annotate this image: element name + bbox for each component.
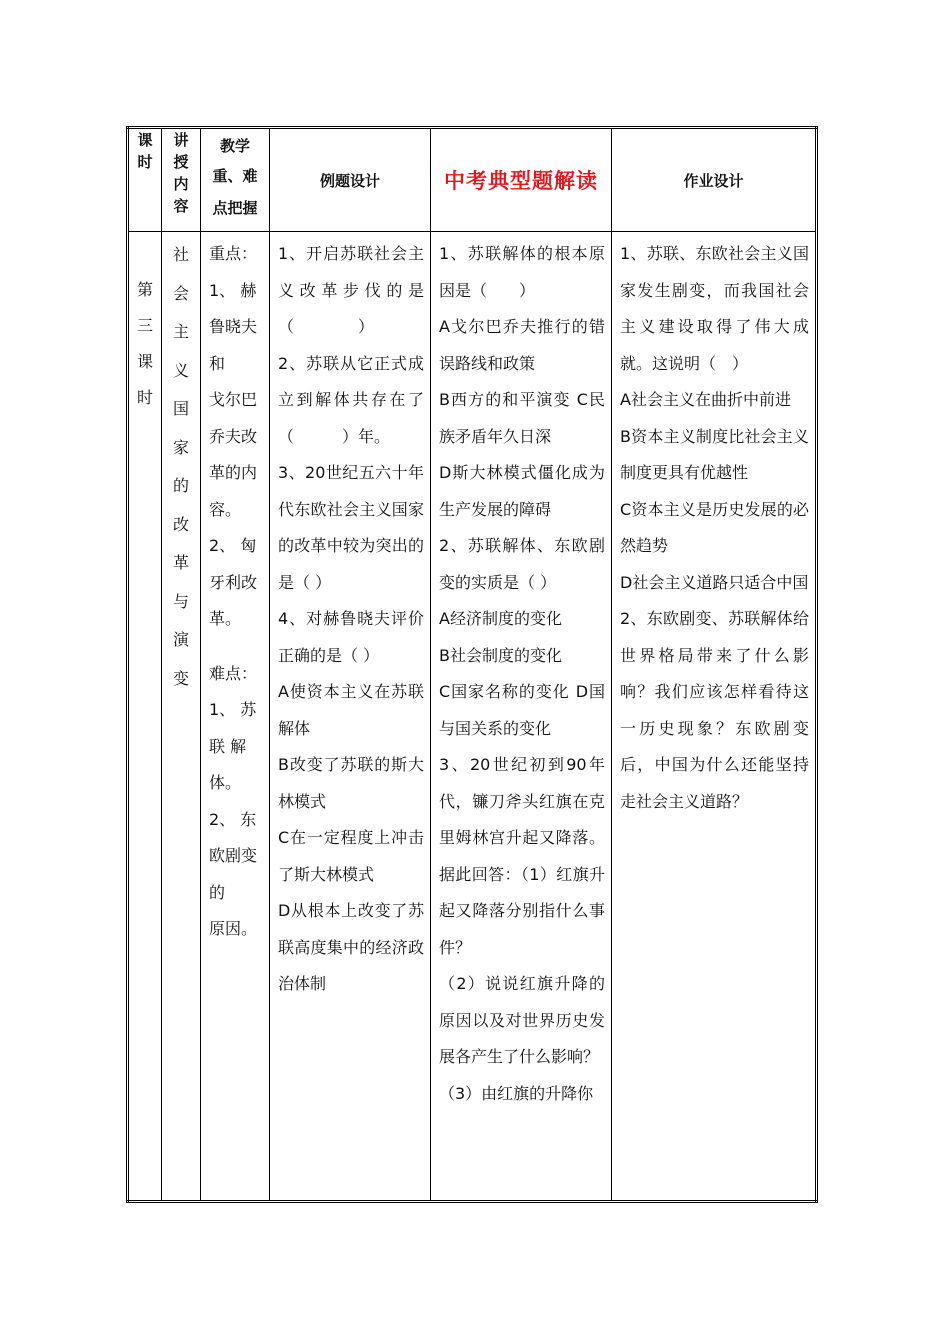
key-item-1-line: 容。 — [209, 499, 242, 519]
exam-question: 1、苏联解体的根本原因是（ ） — [439, 244, 605, 300]
header-focus-line2: 重、难 — [212, 167, 258, 185]
example-question: 2、苏联从它正式成立到解体共存在了（ ）年。 — [278, 353, 424, 446]
difficulty-item-1: 1、 苏 — [209, 700, 257, 719]
header-focus-line3: 点把握 — [212, 199, 258, 217]
homework-option: B资本主义制度比社会主义制度更具有优越性 — [620, 426, 809, 482]
exam-question: 3、20世纪初到90年代，镰刀斧头红旗在克里姆林宫升起又降落。据此回答：（1）红旗升起又降落分别指什么事件？ — [439, 755, 605, 957]
exam-option: C国家名称的变化 D国与国关系的变化 — [439, 682, 605, 738]
key-item-2-line: 牙利改 — [209, 572, 258, 592]
key-item-1-line: 鲁晓夫 — [209, 317, 258, 336]
key-item-2: 2、 匈 — [209, 536, 257, 555]
difficulty-item-2-line: 的 — [209, 882, 226, 902]
homework-option: C资本主义是历史发展的必然趋势 — [620, 499, 809, 555]
example-option: B改变了苏联的斯大林模式 — [278, 755, 424, 811]
difficulty-item-1-line: 联 解 — [209, 736, 247, 756]
examples-cell — [270, 232, 431, 1202]
exam-cell — [431, 232, 612, 1202]
period-cell: 第三课时 — [128, 232, 162, 1202]
homework-option: D社会主义道路只适合中国 — [620, 572, 809, 592]
example-option: C在一定程度上冲击了斯大林模式 — [278, 828, 424, 884]
example-option: A使资本主义在苏联解体 — [278, 682, 424, 738]
key-item-1: 1、 赫 — [209, 280, 257, 300]
homework-question: 1、苏联、东欧社会主义国家发生剧变，而我国社会主义建设取得了伟大成就。这说明（ ） — [620, 244, 809, 373]
content-cell: 社会主义国家的改革与演变 — [162, 232, 201, 1202]
exam-option: A经济制度的变化 — [439, 609, 562, 628]
header-examples: 例题设计 — [270, 128, 431, 232]
exam-option: D斯大林模式僵化成为生产发展的障碍 — [439, 463, 605, 519]
lesson-row — [128, 232, 817, 1202]
key-item-1-line: 戈尔巴 — [209, 390, 258, 409]
exam-option: B西方的和平演变 C民族矛盾年久日深 — [439, 390, 605, 446]
example-option: D从根本上改变了苏联高度集中的经济政治体制 — [278, 901, 424, 993]
difficulty-item-1-line: 体。 — [209, 773, 242, 792]
exam-option: A戈尔巴乔夫推行的错误路线和政策 — [439, 317, 605, 373]
exam-option: B社会制度的变化 — [439, 645, 562, 665]
exam-subquestion: （2）说说红旗升降的原因以及对世界历史发展各产生了什么影响？ — [439, 974, 605, 1066]
homework-option: A社会主义在曲折中前进 — [620, 390, 791, 409]
difficulty-item-2: 2、 东 — [209, 809, 257, 829]
difficulty-item-2-line: 欧剧变 — [209, 846, 258, 865]
header-period: 课时 — [128, 128, 162, 232]
header-focus-line1: 教学 — [219, 137, 250, 155]
exam-subquestion: （3）由红旗的升降你 — [439, 1083, 594, 1103]
difficulty-label: 难点： — [209, 663, 258, 683]
lesson-plan-table — [126, 126, 818, 1203]
homework-cell — [612, 232, 817, 1202]
example-question: 4、对赫鲁晓夫评价正确的是（ ） — [278, 609, 424, 665]
homework-question: 2、东欧剧变、苏联解体给世界格局带来了什么影响？我们应该怎样看待这一历史现象？东欧剧变后，中国为什么还能坚持走社会主义道路？ — [620, 609, 809, 811]
header-exam: 中考典型题解读 — [431, 128, 612, 232]
key-label: 重点： — [209, 244, 258, 263]
key-item-1-line: 革的内 — [209, 463, 258, 482]
difficulty-item-2-line: 原因。 — [209, 919, 258, 938]
exam-question: 2、苏联解体、东欧剧变的实质是（ ） — [439, 536, 605, 592]
key-item-1-line: 乔夫改 — [209, 426, 258, 446]
header-row — [128, 128, 817, 232]
example-question: 3、20世纪五六十年代东欧社会主义国家的改革中较为突出的是（ ） — [278, 463, 424, 592]
header-homework: 作业设计 — [612, 128, 817, 232]
header-focus — [201, 128, 270, 232]
focus-cell — [201, 232, 270, 1202]
example-question: 1、开启苏联社会主义改革步伐的是（ ） — [278, 244, 424, 336]
header-content: 讲授内容 — [162, 128, 201, 232]
key-item-2-line: 革。 — [209, 609, 242, 628]
key-item-1-line: 和 — [209, 353, 226, 373]
